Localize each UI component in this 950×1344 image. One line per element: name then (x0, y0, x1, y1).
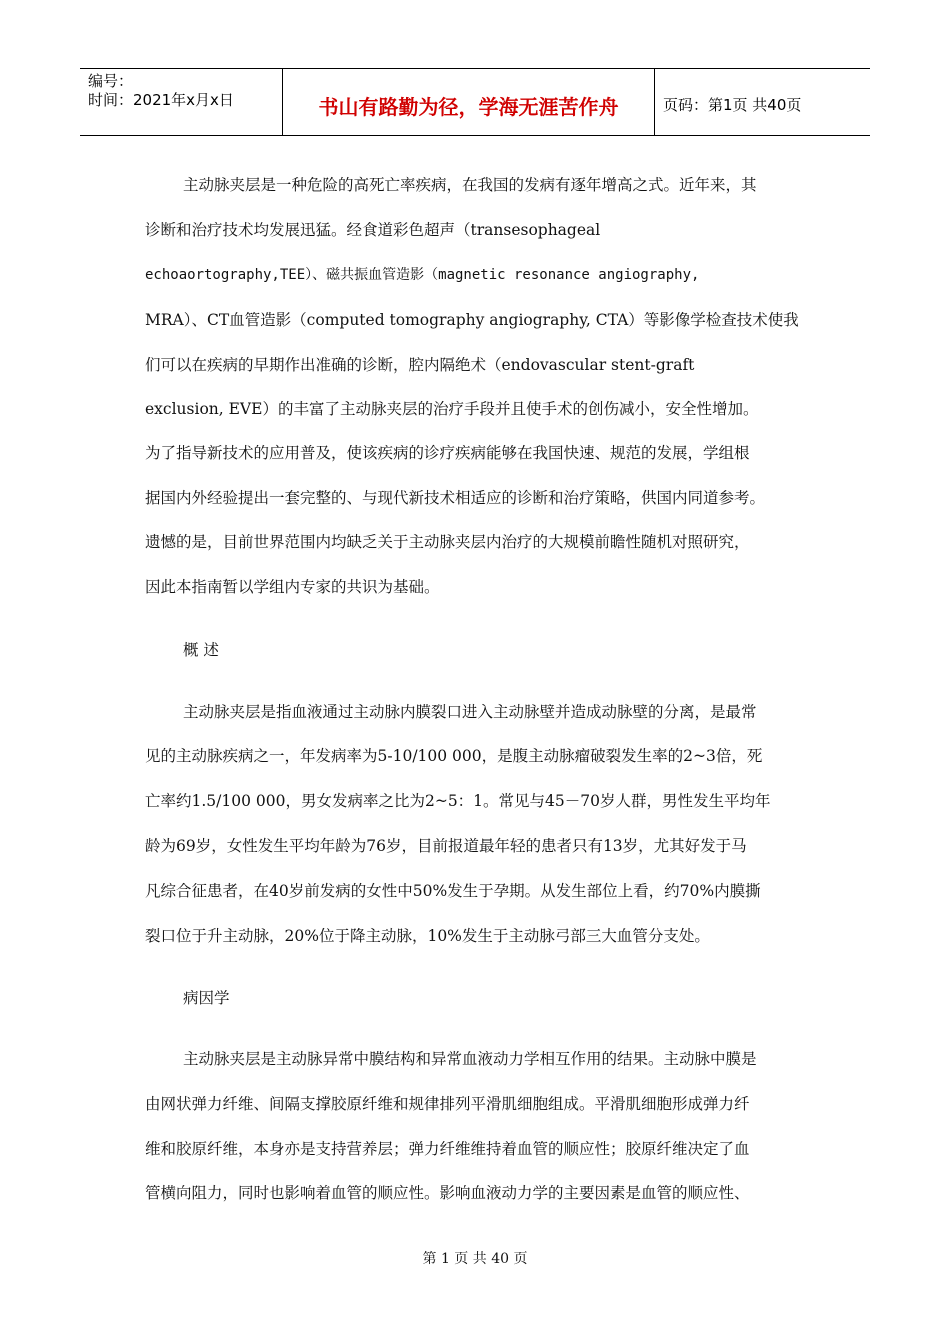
paragraph-line: 主动脉夹层是一种危险的高死亡率疾病，在我国的发病有逐年增高之式。近年来，其 (183, 176, 757, 194)
paragraph-line: MRA）、CT血管造影（computed tomography angiography, CTA）等影像学检查技术使我 (145, 311, 799, 329)
paragraph-line: echoaortography,TEE）、磁共振血管造影（magnetic resonance angiography, (145, 267, 700, 283)
paragraph-line: 龄为69岁，女性发生平均年龄为76岁，目前报道最年轻的患者只有13岁，尤其好发于马 (145, 837, 747, 855)
page-footer: 第 1 页 共 40 页 (422, 1251, 528, 1267)
paragraph-line: 们可以在疾病的早期作出准确的诊断，腔内隔绝术（endovascular stent-graft (145, 356, 695, 374)
paragraph-line: 主动脉夹层是指血液通过主动脉内膜裂口进入主动脉壁并造成动脉壁的分离，是最常 (183, 703, 757, 721)
paragraph-line: 据国内外经验提出一套完整的、与现代新技术相适应的诊断和治疗策略，供国内同道参考。 (145, 489, 766, 507)
paragraph-line: 遗憾的是，目前世界范围内均缺乏关于主动脉夹层内治疗的大规模前瞻性随机对照研究， (145, 533, 750, 551)
header-motto: 书山有路勤为径，学海无涯苦作舟 (282, 69, 655, 135)
paragraph-line: 见的主动脉疾病之一，年发病率为5-10/100 000，是腹主动脉瘤破裂发生率的2~3倍，死 (145, 747, 763, 765)
page-header (80, 68, 870, 136)
paragraph-line: 主动脉夹层是主动脉异常中膜结构和异常血液动力学相互作用的结果。主动脉中膜是 (183, 1050, 757, 1068)
paragraph-line: 由网状弹力纤维、间隔支撑胶原纤维和规律排列平滑肌细胞组成。平滑肌细胞形成弹力纤 (145, 1095, 750, 1113)
paragraph-line: 亡率约1.5/100 000，男女发病率之比为2~5：1。常见与45－70岁人群，男性发生平均年 (145, 792, 771, 810)
paragraph-line: 管横向阻力，同时也影响着血管的顺应性。影响血液动力学的主要因素是血管的顺应性、 (145, 1184, 750, 1202)
time-label: 时间：2021年x月x日 (88, 91, 234, 109)
paragraph-line: 维和胶原纤维，本身亦是支持营养层；弹力纤维维持着血管的顺应性；胶原纤维决定了血 (145, 1140, 750, 1158)
paragraph-line: exclusion, EVE）的丰富了主动脉夹层的治疗手段并且使手术的创伤减小，安全性增加。 (145, 400, 759, 418)
paragraph-line: 为了指导新技术的应用普及，使该疾病的诊疗疾病能够在我国快速、规范的发展，学组根 (145, 444, 750, 462)
number-label: 编号： (88, 72, 134, 90)
section-heading-overview: 概 述 (183, 641, 219, 659)
paragraph-line: 诊断和治疗技术均发展迅猛。经食道彩色超声（transesophageal (145, 221, 601, 239)
section-heading-etiology: 病因学 (183, 989, 230, 1007)
paragraph-line: 因此本指南暂以学组内专家的共识为基础。 (145, 578, 440, 596)
paragraph-line: 裂口位于升主动脉，20%位于降主动脉，10%发生于主动脉弓部三大血管分支处。 (145, 927, 710, 945)
paragraph-line: 凡综合征患者，在40岁前发病的女性中50%发生于孕期。从发生部位上看，约70%内膜撕 (145, 882, 761, 900)
header-meta (80, 69, 282, 135)
header-page-label: 页码：第1页 共40页 (663, 95, 802, 114)
